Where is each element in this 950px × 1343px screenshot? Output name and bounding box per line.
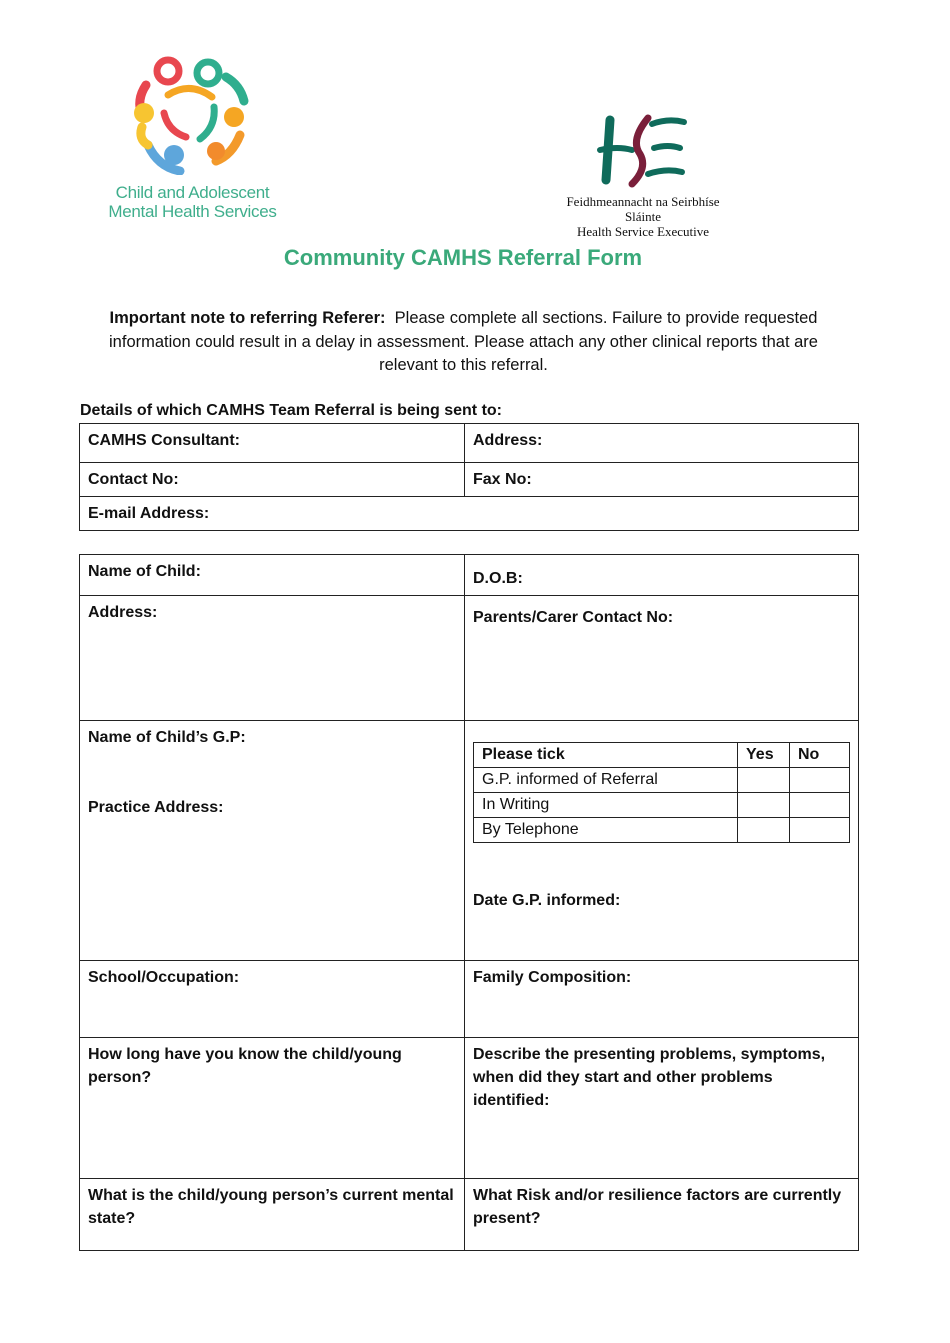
child-dob-field[interactable]: D.O.B: <box>465 555 859 596</box>
important-note <box>80 307 847 378</box>
parent-contact-field[interactable]: Parents/Carer Contact No: <box>465 596 859 721</box>
risk-factors-field[interactable]: What Risk and/or resilience factors are currently present? <box>465 1179 859 1251</box>
presenting-problems-field[interactable]: Describe the presenting problems, symptoms, when did they start and other problems identified: <box>465 1038 859 1179</box>
tick-yes-checkbox[interactable] <box>738 818 790 843</box>
page-title: Community CAMHS Referral Form <box>283 245 643 270</box>
date-gp-informed-field[interactable]: Date G.P. informed: <box>473 892 621 909</box>
team-email-field[interactable]: E-mail Address: <box>80 497 859 531</box>
team-contact-field[interactable]: Contact No: <box>80 463 465 497</box>
tick-header: Please tick <box>474 743 738 768</box>
hse-logo <box>548 110 738 239</box>
hse-logo-line2: Health Service Executive <box>576 224 710 239</box>
tick-row-label: By Telephone <box>474 818 738 843</box>
school-field[interactable]: School/Occupation: <box>80 961 465 1038</box>
camhs-logo-line2: Mental Health Services <box>108 202 277 221</box>
how-long-known-field[interactable]: How long have you know the child/young person? <box>80 1038 465 1179</box>
tick-row-label: G.P. informed of Referral <box>474 768 738 793</box>
team-address-field[interactable]: Address: <box>465 424 859 463</box>
tick-yes-checkbox[interactable] <box>738 793 790 818</box>
tick-no-checkbox[interactable] <box>790 818 850 843</box>
family-composition-field[interactable]: Family Composition: <box>465 961 859 1038</box>
tick-table <box>473 742 850 843</box>
child-name-field[interactable]: Name of Child: <box>80 555 465 596</box>
hse-logo-text <box>548 194 738 239</box>
tick-no-checkbox[interactable] <box>790 768 850 793</box>
team-details-table <box>79 423 859 531</box>
camhs-consultant-field[interactable]: CAMHS Consultant: <box>80 424 465 463</box>
child-address-field[interactable]: Address: <box>80 596 465 721</box>
gp-details-cell <box>80 721 465 961</box>
team-fax-field[interactable]: Fax No: <box>465 463 859 497</box>
camhs-people-circle-icon <box>128 55 258 175</box>
practice-address-field[interactable]: Practice Address: <box>88 799 224 816</box>
hse-logo-line1: Feidhmeannacht na Seirbhíse Sláinte <box>566 194 720 224</box>
mental-state-field[interactable]: What is the child/young person’s current mental state? <box>80 1179 465 1251</box>
gp-informed-cell <box>465 721 859 961</box>
child-details-table <box>79 554 859 1251</box>
tick-yes-checkbox[interactable] <box>738 768 790 793</box>
camhs-logo-text <box>100 183 285 221</box>
tick-yes-header: Yes <box>738 743 790 768</box>
tick-row-label: In Writing <box>474 793 738 818</box>
team-section-heading: Details of which CAMHS Team Referral is being sent to: <box>80 402 502 419</box>
hse-mark-icon <box>548 110 738 190</box>
important-note-text: Please complete all sections. Failure to provide requested information could result in a delay in assessment. Please attach any other clinical reports that are relevant to this referral. <box>109 309 818 374</box>
gp-name-field[interactable]: Name of Child’s G.P: <box>88 729 246 746</box>
camhs-logo-line1: Child and Adolescent <box>115 183 270 202</box>
camhs-logo <box>100 55 285 230</box>
important-note-label: Important note to referring Referer: <box>109 309 386 327</box>
tick-no-header: No <box>790 743 850 768</box>
tick-no-checkbox[interactable] <box>790 793 850 818</box>
